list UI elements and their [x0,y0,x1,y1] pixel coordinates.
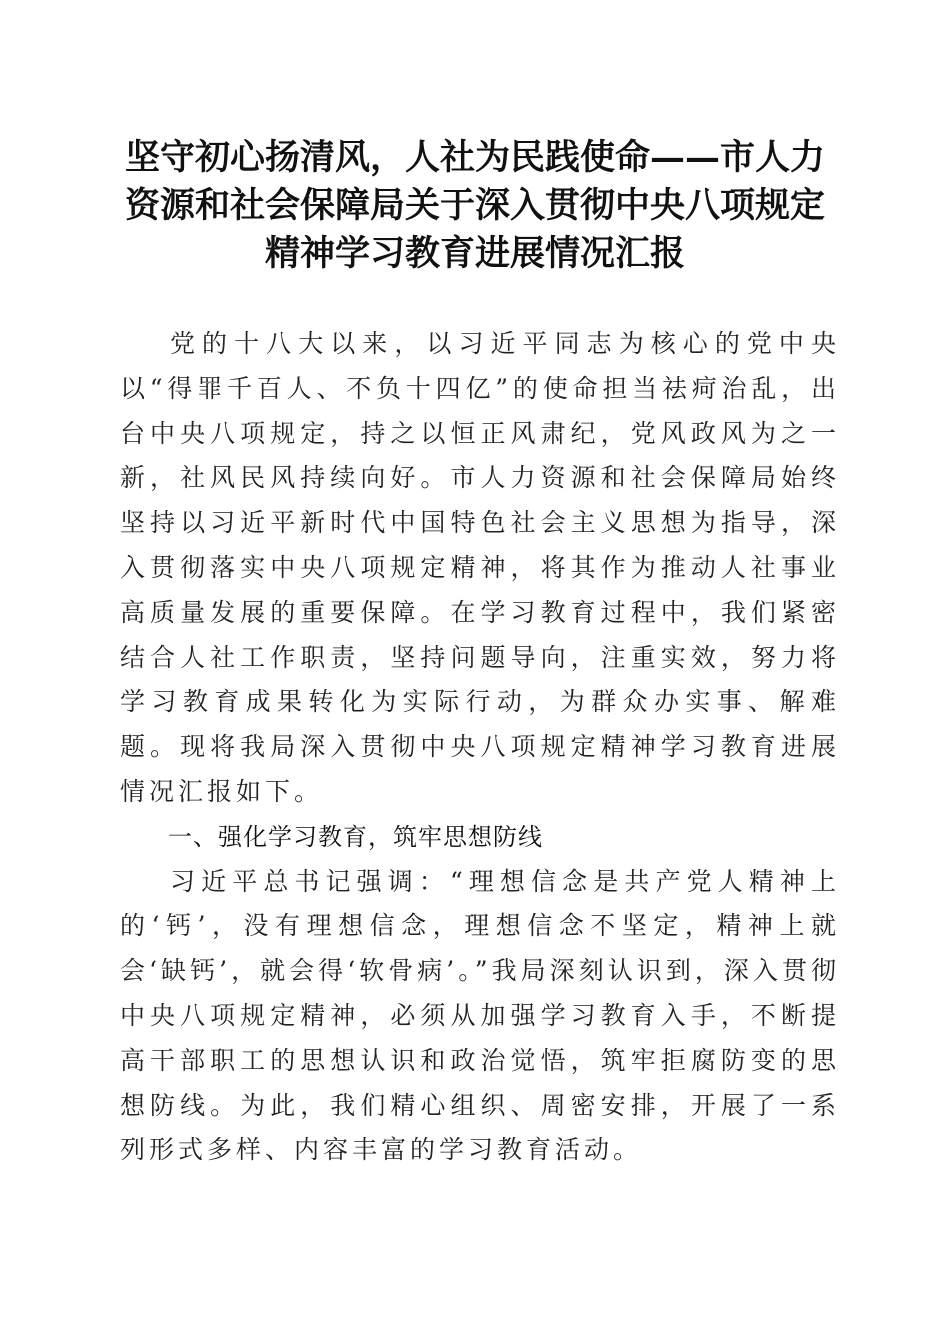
section-1-paragraph: 习近平总书记强调：“理想信念是共产党人精神上的‘钙’，没有理想信念，理想信念不坚定，精神上就会‘缺钙’，就会得‘软骨病’。”我局深刻认识到，深入贯彻中央八项规定精神，必须从加强学习教育入手，不断提高干部职工的思想认识和政治觉悟，筑牢拒腐防变的思想防线。为此，我们精心组织、周密安排，开展了一系列形式多样、内容丰富的学习教育活动。 [120,866,840,1165]
title-line-3: 精神学习教育进展情况汇报 [264,233,685,274]
title-line-1: 坚守初心扬清风，人社为民践使命——市人力 [124,137,825,178]
document-title [110,134,840,278]
document-body [120,322,840,1173]
title-line-2: 资源和社会保障局关于深入贯彻中央八项规定 [124,185,825,226]
section-heading-1: 一、强化学习教育，筑牢思想防线 [168,822,543,851]
intro-paragraph: 党的十八大以来，以习近平同志为核心的党中央以“得罪千百人、不负十四亿”的使命担当祛疴治乱，出台中央八项规定，持之以恒正风肃纪，党风政风为之一新，社风民风持续向好。市人力资源和社会保障局始终坚持以习近平新时代中国特色社会主义思想为指导，深入贯彻落实中央八项规定精神，将其作为推动人社事业高质量发展的重要保障。在学习教育过程中，我们紧密结合人社工作职责，坚持问题导向，注重实效，努力将学习教育成果转化为实际行动，为群众办实事、解难题。现将我局深入贯彻中央八项规定精神学习教育进展情况汇报如下。 [120,329,840,806]
